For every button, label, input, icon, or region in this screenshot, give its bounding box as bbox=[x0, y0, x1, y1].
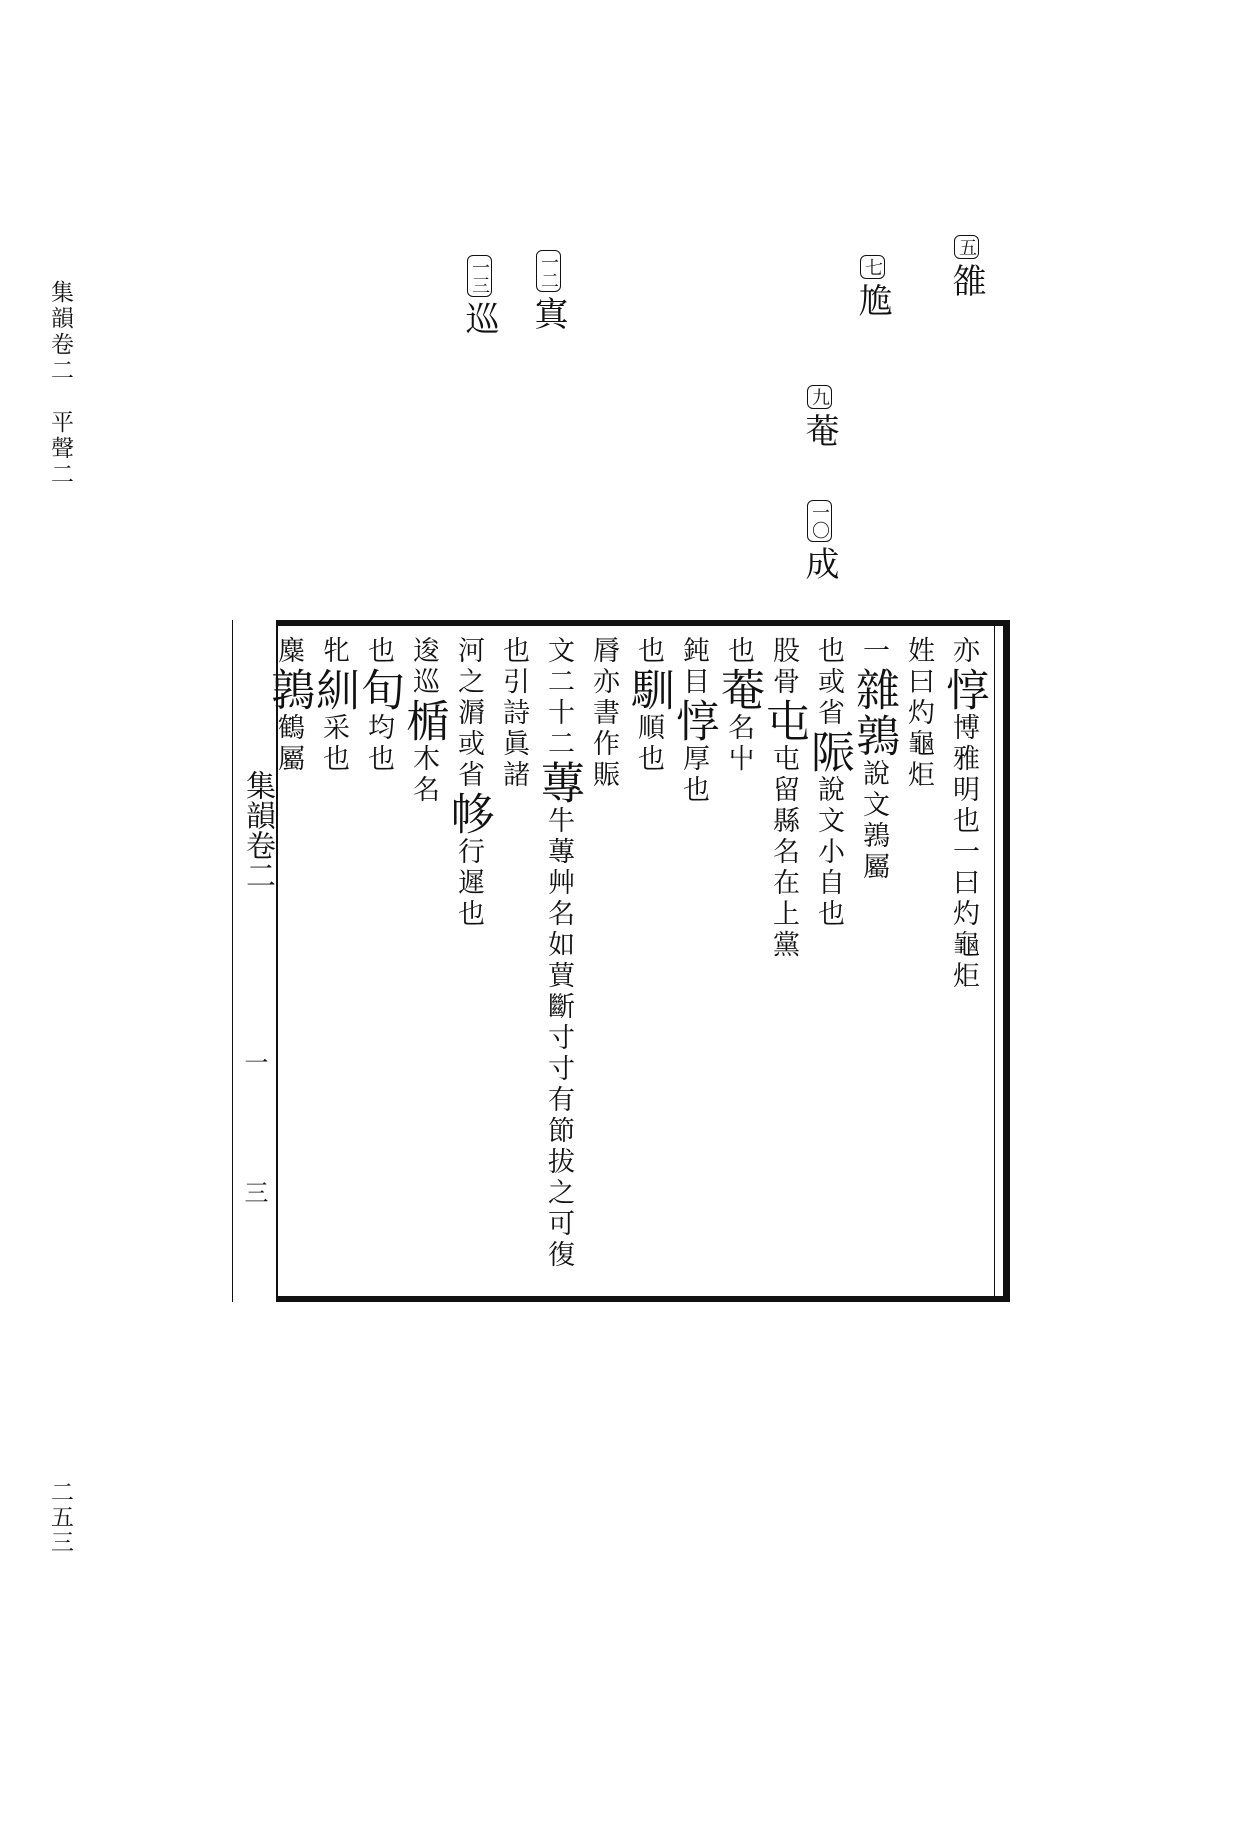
text-column bbox=[668, 636, 719, 1296]
column-lead: 牝 bbox=[318, 636, 349, 667]
gloss: 牛蓴艸名如蕒斷寸寸有節拔之可復 bbox=[543, 806, 574, 1271]
text-column bbox=[623, 636, 674, 1296]
page-number: 二五三 bbox=[47, 1480, 73, 1555]
gloss: 博雅明也一曰灼龜炬 bbox=[948, 713, 979, 992]
column-lead: 逡巡 bbox=[408, 636, 439, 698]
note-marker: 七 bbox=[860, 255, 885, 279]
column-lead: 文二十二 bbox=[543, 636, 574, 760]
text-column bbox=[938, 636, 989, 1296]
note-marker: 一三 bbox=[467, 255, 492, 297]
text-column bbox=[353, 636, 404, 1296]
collation-note bbox=[942, 235, 991, 297]
collation-note bbox=[848, 255, 897, 317]
text-column bbox=[585, 636, 621, 1296]
column-lead: 麋 bbox=[273, 636, 304, 667]
gloss: 說文小自也 bbox=[813, 775, 844, 930]
text-column bbox=[398, 636, 449, 1296]
column-lead: 河之漘或省 bbox=[453, 636, 484, 791]
text-column bbox=[263, 636, 314, 1296]
column-lead: 脣亦書作賑 bbox=[588, 636, 619, 791]
text-column bbox=[713, 636, 764, 1296]
headword: 惇 bbox=[668, 698, 719, 744]
headword: 惇 bbox=[938, 667, 989, 713]
headword: 蓴 bbox=[533, 760, 584, 806]
collation-note bbox=[795, 385, 844, 447]
note-text: 寘 bbox=[528, 296, 568, 330]
gloss: 采也 bbox=[318, 713, 349, 775]
gloss: 順也 bbox=[633, 713, 664, 775]
column-lead: 股骨 bbox=[768, 636, 799, 698]
column-lead: 也引詩眞諸 bbox=[498, 636, 529, 791]
text-column bbox=[758, 636, 809, 1296]
text-column bbox=[443, 636, 494, 1296]
block-center-column bbox=[232, 620, 273, 1302]
gloss: 屯留縣名在上黨 bbox=[768, 744, 799, 961]
column-lead: 姓 bbox=[903, 636, 934, 667]
headword: 陙 bbox=[803, 729, 854, 775]
column-lead: 也 bbox=[633, 636, 664, 667]
note-marker: 一二 bbox=[536, 250, 561, 292]
headword: 雜鶉 bbox=[848, 667, 899, 759]
block-sheet-number: 三 bbox=[240, 1180, 268, 1204]
note-text: 尯 bbox=[852, 283, 892, 317]
headword: 楯 bbox=[398, 698, 449, 744]
headword: 紃 bbox=[308, 667, 359, 713]
column-lead: 也 bbox=[723, 636, 754, 667]
gloss: 名屮 bbox=[723, 713, 754, 775]
collation-note bbox=[524, 250, 573, 330]
text-body bbox=[263, 636, 989, 1296]
gloss: 鶴屬 bbox=[273, 713, 304, 775]
text-column bbox=[848, 636, 899, 1296]
headword: 旬 bbox=[353, 667, 404, 713]
column-lead: 也 bbox=[363, 636, 394, 667]
gloss: 行遲也 bbox=[453, 837, 484, 930]
text-block-frame bbox=[263, 620, 1010, 1302]
text-column bbox=[495, 636, 531, 1296]
text-column bbox=[533, 636, 584, 1296]
gloss: 曰灼龜炬 bbox=[903, 667, 934, 791]
headword: 馴 bbox=[623, 667, 674, 713]
note-text: 菴 bbox=[799, 413, 839, 447]
text-column bbox=[308, 636, 359, 1296]
column-lead: 一 bbox=[858, 636, 889, 667]
note-marker: 九 bbox=[807, 385, 832, 409]
text-column bbox=[803, 636, 854, 1296]
column-lead: 鈍目 bbox=[678, 636, 709, 698]
collation-note bbox=[455, 255, 504, 335]
block-folio: 一 bbox=[240, 1050, 268, 1074]
gloss: 均也 bbox=[363, 713, 394, 775]
gloss: 厚也 bbox=[678, 744, 709, 806]
column-lead: 也或省 bbox=[813, 636, 844, 729]
headword: 菴 bbox=[713, 667, 764, 713]
running-head: 集韻卷二 平聲二 bbox=[47, 280, 73, 488]
collation-note bbox=[795, 500, 844, 580]
note-marker: 五 bbox=[954, 235, 979, 259]
headword: 鶉 bbox=[263, 667, 314, 713]
note-text: 成 bbox=[799, 546, 839, 580]
text-column bbox=[900, 636, 936, 1296]
block-title: 集韻卷二 bbox=[240, 770, 275, 890]
headword: 屯 bbox=[758, 698, 809, 744]
gloss: 說文鶉屬 bbox=[858, 759, 889, 883]
headword: 㡅 bbox=[443, 791, 494, 837]
note-marker: 一〇 bbox=[807, 500, 832, 542]
gloss: 木名 bbox=[408, 744, 439, 806]
column-lead: 亦 bbox=[948, 636, 979, 667]
note-text: 雒 bbox=[946, 263, 986, 297]
note-text: 巡 bbox=[459, 301, 499, 335]
